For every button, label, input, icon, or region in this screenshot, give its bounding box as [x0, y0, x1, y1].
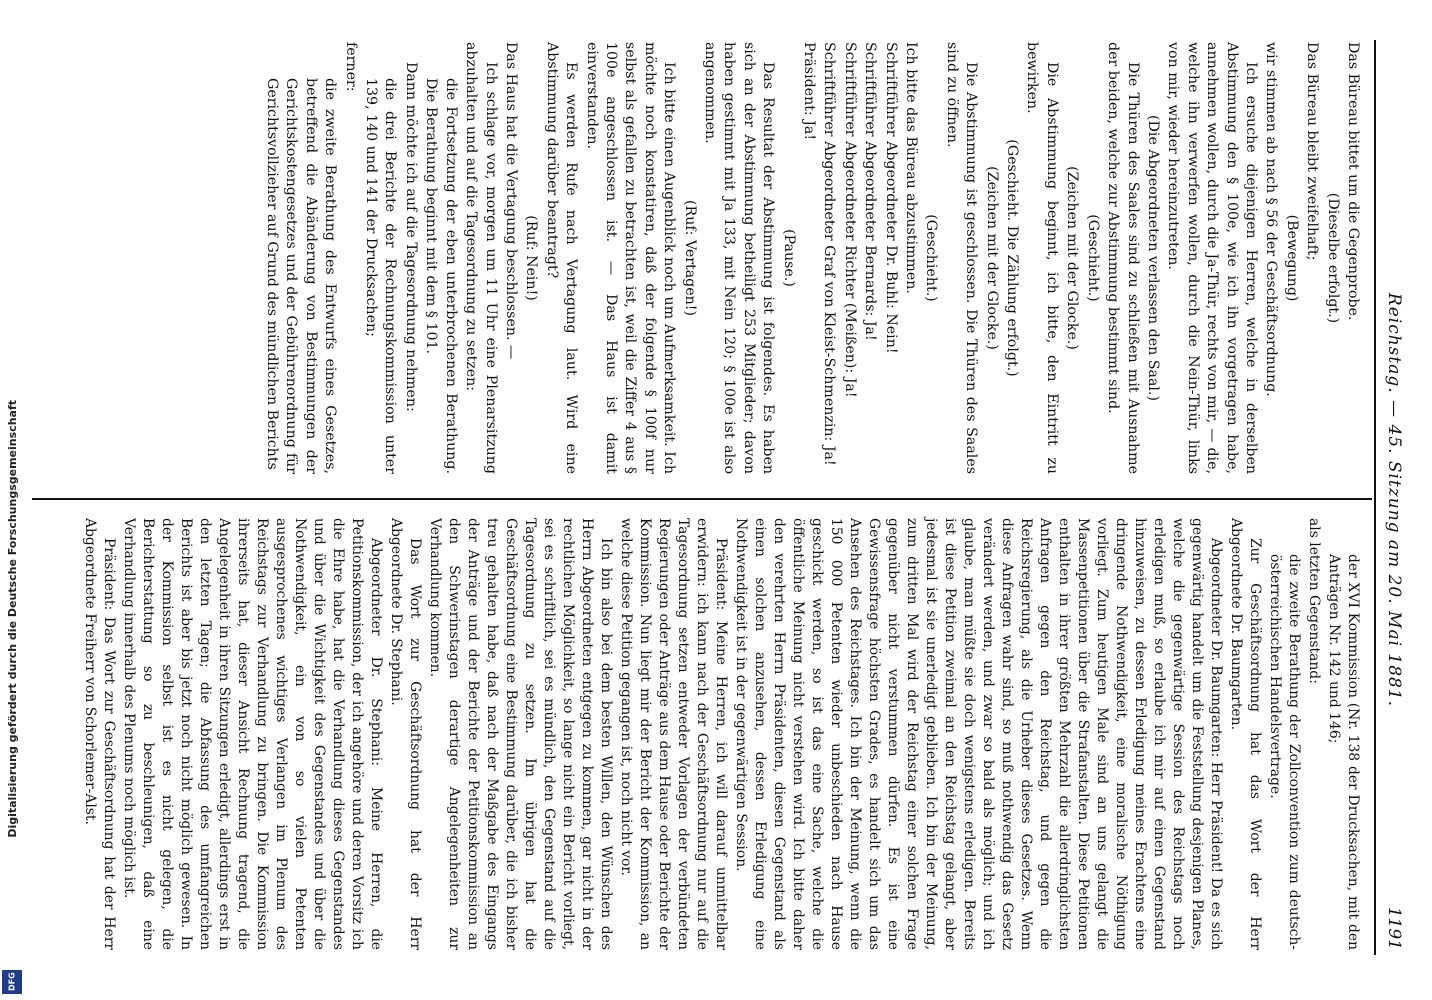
paragraph: Schriftführer Abgeordneter Richter (Meißen): Ja! — [841, 42, 858, 398]
left-column — [261, 42, 1362, 474]
paragraph: Ich ersuche diejenigen Herren, welche in derselben Abstimmung den § 100e, wie ich ihn vorgetragen habe, annehmen wollen, durch die Ja-Thür, rechts von mir, — die, welche ihn verwerfen wollen, durch die Nein-Thür, links von mir, wieder hereinzutreten. — [1165, 42, 1259, 474]
paragraph: (Zeichen mit der Glocke.) — [983, 166, 1000, 350]
right-column — [79, 518, 1362, 950]
paragraph: Abgeordneter Dr. Baumgarten: Herr Präsident! Da es sich gegenwärtig handelt um die Feststellung desjenigen Planes, welche die gegenwärtige Session des Reichstags noch erledigen muß, so erlaube ich mir auf einen Gegenstand hinzuweisen, zu dessen Erledigung meines Erachtens eine dringende Nothwendigkeit, eine moralische Nöthigung vorliegt. Zum heutigen Male sind an uns gelangt die Massenpetitionen über die Strafanstalten. Diese Petitionen enthalten in ihrer größten Mehrzahl die allerdringlichsten Anfragen gegen den Reichstag, und gegen die Reichsregierung, als die Urheber dieses Gesetzes. Wenn diese Anfragen wahr sind, so muß nothwendig das Gesetz verändert werden, und zwar so bald als möglich; und ich glaube, man müßte sie doch wenigstens erledigen. Bereits ist diese Petition zweimal an den Reichstag gelangt, aber jedesmal ist sie unerledigt geblieben. Ich bin der Meinung, zum dritten Mal wird der Reichstag einer solchen Frage gegenüber nicht verstummen dürfen. Es ist eine Gewissensfrage höchsten Grades, es handelt sich um das Ansehen des Reichstages. Ich bin der Meinung, wenn die 150 000 Petenten wieder unbeschieden nach Hause geschickt werden, so ist das eine Sache, welche die öffentliche Meinung nicht verstehen wird. Ich bitte daher den verehrten Herrn Präsidenten, diesen Gegenstand als einen solchen anzusehen, dessen Erledigung eine Nothwendigkeit ist in der gegenwärtigen Session. — [733, 518, 1224, 950]
paragraph: Schriftführer Abgeordneter Graf von Kleist-Schmenzin: Ja! — [821, 42, 838, 466]
paragraph: (Zeichen mit der Glocke.) — [1064, 166, 1081, 350]
paragraph: die Fortsetzung der eben unterbrochenen Berathung. Die Berathung beginnt mit dem § 101. — [423, 78, 459, 474]
paragraph: als letzten Gegenstand: — [1306, 518, 1322, 684]
paragraph: die drei Berichte der Rechnungskommission unter 139, 140 und 141 der Drucksachen; — [363, 78, 399, 474]
page-header — [1380, 50, 1404, 950]
paragraph: Ich bitte einen Augenblick noch um Aufmerksamkeit. Ich möchte noch konstatiren, daß der folgende § 100f nur selbst als gefallen zu betrachten ist, weil die Ziffer 4 aus § 100e angeschlossen ist. — Das Haus ist damit einverstanden. — [583, 42, 678, 474]
paragraph: Die Thüren des Saales sind zu schließen mit Ausnahme der beiden, welche zur Abstimmung bestimmt sind. — [1105, 42, 1141, 474]
paragraph: (Ruf: Nein!) — [523, 215, 540, 301]
paragraph: Das Resultat der Abstimmung ist folgendes. Es haben sich an der Abstimmung betheiligt 253 Mitglieder; davon haben gestimmt mit Ja 133, mit Nein 120; § 100e ist also angenommen. — [702, 42, 777, 474]
dfg-logo: DFG — [2, 970, 22, 994]
paragraph: Präsident: Das Wort zur Geschäftsordnung hat der Herr Abgeordnete Freiherr von Schorlemer-Alst. — [82, 518, 117, 950]
paragraph: Präsident: Meine Herren, ich will darauf unmittelbar erwidern: ich kann nach der Geschäftsordnung nur auf die Tagesordnung setzen entweder Vorlagen der verbündeten Regierungen oder Anträge aus dem Hause oder Berichte der Kommission. Nun liegt mir der Bericht der Kommission, an welche diese Petition gegangen ist, noch nicht vor. — [618, 518, 729, 950]
digitization-credit: Digitalisierung gefördert durch die Deutsche Forschungsgemeinschaft — [6, 400, 19, 838]
paragraph: Ich bin also bei dem besten Willen, den Wünschen des Herrn Abgeordneten entgegen zu kommen, gar nicht in der rechtlichen Möglichkeit, so lange nicht ein Bericht vorliegt, sei es schriftlich, sei es mündlich, den Gegenstand auf die Tagesordnung zu setzen. Im übrigen hat die Geschäftsordnung eine Bestimmung darüber, die ich bisher treu gehalten habe, daß nach der Maßgabe des Eingangs der Anträge und der Berichte der Petitionskommission an den Schwerinstagen derartige Angelegenheiten zur Verhandlung kommen. — [427, 518, 614, 950]
document-page — [16, 20, 1416, 980]
paragraph: Ich bitte das Büreau abzustimmen. — [903, 42, 920, 294]
column-divider — [32, 498, 1372, 500]
paragraph: (Bewegung) — [1283, 214, 1300, 302]
header-title: Reichstag. — 45. Sitzung am 20. Mai 1881. — [1384, 292, 1404, 708]
paragraph: Das Büreau bittet um die Gegenprobe. — [1345, 42, 1361, 321]
paragraph: der XVI Kommission (Nr. 138 der Drucksachen, mit den Anträgen Nr. 142 und 146; — [1326, 554, 1361, 950]
paragraph: Präsident: Ja! — [801, 42, 818, 141]
paragraph: (Geschieht.) — [923, 214, 940, 302]
paragraph: (Ruf: Vertagen!) — [681, 199, 698, 317]
paragraph: wir stimmen ab nach § 56 der Geschäftsordnung. — [1263, 42, 1280, 397]
paragraph: Das Wort zur Geschäftsordnung hat der Herr Abgeordnete Dr. Stephani. — [388, 518, 423, 950]
paragraph: Schriftführer Abgeordneter Bernards: Ja! — [862, 42, 879, 341]
paragraph: Das Haus hat die Vertagung beschlossen. — — [502, 42, 519, 360]
paragraph: Die Abstimmung ist geschlossen. Die Thüren des Saales sind zu öffnen. — [943, 42, 980, 474]
paragraph: Ich schlage vor, morgen um 11 Uhr eine Plenarsitzung abzuhalten und auf die Tagesordnung zu setzen: — [463, 42, 499, 474]
paragraph: die zweite Berathung der Zollconvention zum deutsch-österreichischen Handelsvertrage. — [1267, 554, 1302, 950]
paragraph: Es werden Rufe nach Vertagung laut. Wird eine Abstimmung darüber beantragt? — [543, 42, 580, 474]
header-rule — [1374, 40, 1376, 955]
page-number: 1191 — [1384, 906, 1404, 950]
paragraph: (Die Abgeordneten verlassen den Saal.) — [1144, 115, 1161, 401]
paragraph: ferner: — [342, 42, 359, 92]
paragraph: Zur Geschäftsordnung hat das Wort der Herr Abgeordnete Dr. Baumgarten. — [1228, 518, 1263, 950]
paragraph: (Geschieht. Die Zählung erfolgt.) — [1004, 139, 1021, 377]
paragraph: (Geschieht.) — [1084, 214, 1101, 302]
paragraph: Die Abstimmung beginnt, ich bitte, den Eintritt zu bewirken. — [1024, 42, 1060, 474]
paragraph: Das Büreau bleibt zweifelhaft; — [1304, 42, 1321, 261]
paragraph: (Dieselbe erfolgt.) — [1324, 192, 1341, 324]
paragraph: Dann möchte ich auf die Tagesordnung nehmen: — [402, 62, 419, 412]
paragraph: die zweite Berathung des Entwurfs eines Gesetzes, betreffend die Abänderung von Bestimmungen der Gerichtskostengesetzes und der Gebührenordnung für Gerichtsvollzieher auf Grund des mündlichen Berichts — [264, 78, 339, 474]
paragraph: Abgeordneter Dr. Stephani: Meine Herren, die Petitionskommission, der ich angehöre und deren Vorsitz ich die Ehre habe, hat die Verhandlung dieses Gegenstandes und über die Wichtigkeit des Gegenstandes und über die Nothwendigkeit, ein von so vielen Petenten ausgesprochenes wichtiges Verlangen im Plenum des Reichstags zur Verhandlung zu bringen. Die Kommission ihrerseits hat, dieser Ansicht Rechnung tragend, die Angelegenheit in ihren Sitzungen erledigt, allerdings erst in den letzten Tagen; die Abfassung des umfangreichen Berichts ist aber bis jetzt noch nicht möglich gewesen. In der Kommission selbst ist es nicht gelegen, die Berichterstattung so zu beschleunigen, daß eine Verhandlung innerhalb des Plenums noch möglich ist. — [121, 518, 384, 950]
paragraph: Schriftführer Abgeordneter Dr. Buhl: Nein! — [882, 42, 899, 354]
paragraph: (Pause.) — [780, 229, 797, 287]
